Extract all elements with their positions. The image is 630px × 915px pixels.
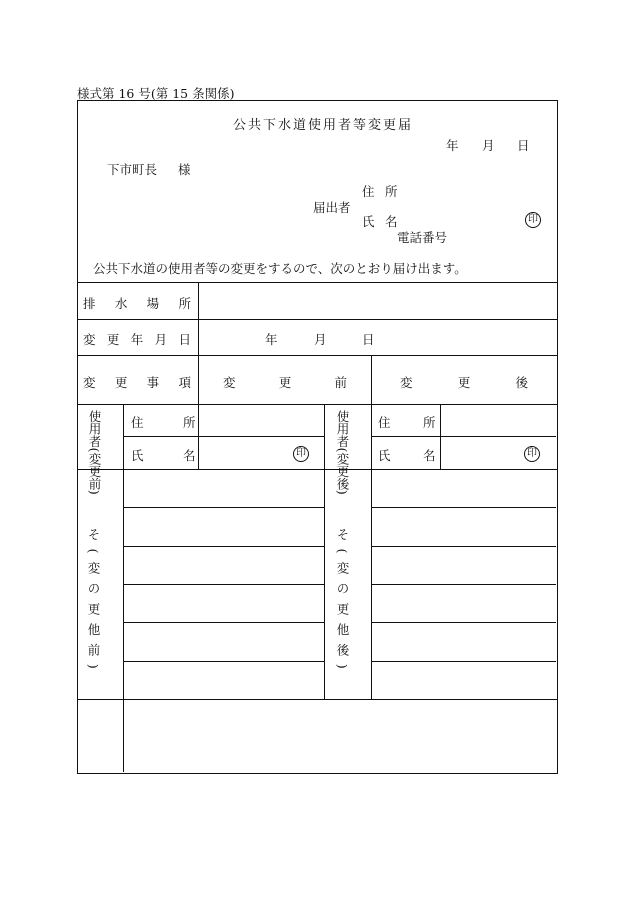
drain-location-field[interactable] (200, 284, 555, 318)
change-date-label: 変 更 年 月 日 (83, 332, 191, 347)
user-before-address-label-2: 所 (183, 415, 196, 430)
date-day-label: 日 (517, 138, 530, 153)
applicant-address-label-1: 住 (362, 184, 375, 199)
other-after-field-5[interactable] (373, 624, 555, 660)
change-date-day: 日 (362, 332, 375, 347)
before-header: 変 更 前 (223, 375, 347, 390)
other-after-field-3[interactable] (373, 548, 555, 583)
applicant-name-label-1: 氏 (362, 214, 375, 229)
change-item-label: 変 更 事 項 (83, 375, 191, 390)
applicant-seal-mark: 印 (525, 212, 541, 228)
applicant-name-label-2: 名 (385, 214, 398, 229)
change-date-year: 年 (265, 332, 278, 347)
user-before-address-label-1: 住 (131, 415, 144, 430)
date-month-label: 月 (482, 138, 495, 153)
remarks-field[interactable] (125, 701, 555, 771)
applicant-phone-label: 電話番号 (397, 230, 448, 245)
user-after-address-field[interactable] (442, 406, 555, 435)
other-before-field-6[interactable] (125, 663, 323, 698)
other-after-field-1[interactable] (373, 471, 555, 506)
user-after-name-label-1: 氏 (378, 448, 391, 463)
other-after-label: そ(変の更他後) (335, 528, 350, 677)
other-after-field-4[interactable] (373, 586, 555, 621)
user-before-name-label-1: 氏 (131, 448, 144, 463)
user-before-seal-mark: 印 (293, 446, 309, 462)
user-after-label: 使用者(変更後) (335, 410, 350, 495)
applicant-label: 届出者 (313, 200, 351, 215)
user-after-address-label-1: 住 (378, 415, 391, 430)
statement-text: 公共下水道の使用者等の変更をするので、次のとおり届け出ます。 (93, 261, 467, 276)
form-number: 様式第 16 号(第 15 条関係) (77, 86, 235, 101)
after-header: 変 更 後 (400, 375, 528, 390)
form-title: 公共下水道使用者等変更届 (233, 118, 414, 133)
other-before-field-3[interactable] (125, 548, 323, 583)
other-before-field-2[interactable] (125, 509, 323, 545)
user-before-address-field[interactable] (200, 406, 323, 435)
user-before-label: 使用者(変更前) (87, 410, 102, 495)
other-before-field-1[interactable] (125, 471, 323, 506)
change-date-month: 月 (314, 332, 327, 347)
applicant-address-label-2: 所 (385, 184, 398, 199)
addressee: 下市町長 (107, 162, 158, 177)
other-after-field-2[interactable] (373, 509, 555, 545)
user-after-address-label-2: 所 (423, 415, 436, 430)
drain-location-label: 排 水 場 所 (83, 296, 191, 311)
user-after-seal-mark: 印 (524, 446, 540, 462)
other-before-field-4[interactable] (125, 586, 323, 621)
user-after-name-label-2: 名 (423, 448, 436, 463)
date-year-label: 年 (446, 138, 459, 153)
other-before-label: そ(変の更他前) (86, 528, 101, 677)
other-before-field-5[interactable] (125, 624, 323, 660)
addressee-honorific: 様 (178, 162, 191, 177)
other-after-field-6[interactable] (373, 663, 555, 698)
remarks-label-cell (78, 701, 122, 771)
user-before-name-label-2: 名 (183, 448, 196, 463)
